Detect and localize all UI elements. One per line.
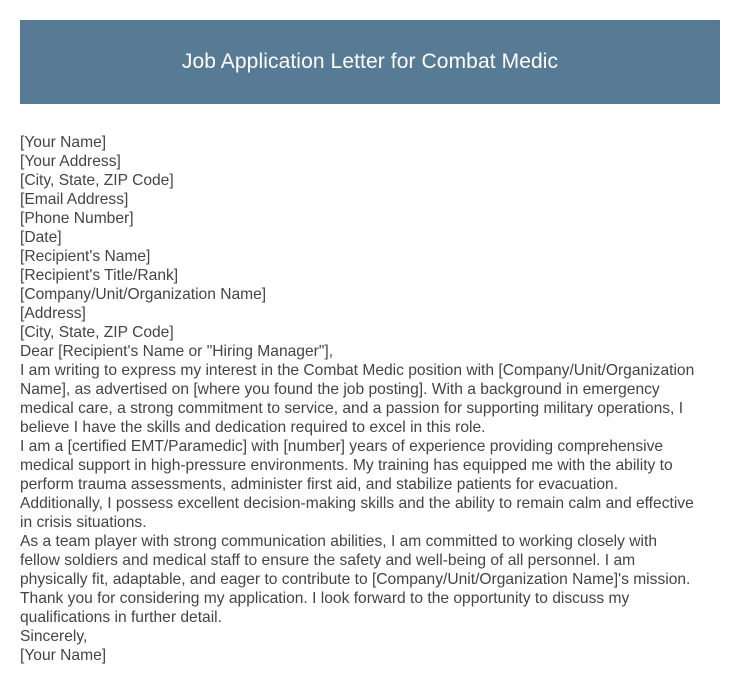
- paragraph-line: Additionally, I possess excellent decision-making skills and the ability to remain calm and effective: [20, 495, 694, 512]
- letter-date: [Date]: [20, 229, 62, 246]
- sender-name: [Your Name]: [20, 134, 107, 151]
- sender-city-state-zip: [City, State, ZIP Code]: [20, 172, 174, 189]
- paragraph-intro: [20, 361, 725, 437]
- salutation: Dear [Recipient's Name or "Hiring Manager"],: [20, 343, 334, 360]
- sender-address: [Your Address]: [20, 153, 121, 170]
- paragraph-line: medical care, a strong commitment to service, and a passion for supporting military operations, I: [20, 400, 684, 417]
- recipient-title-rank: [Recipient's Title/Rank]: [20, 267, 179, 284]
- paragraph-line: qualifications in further detail.: [20, 609, 222, 626]
- page-header: [20, 20, 720, 104]
- recipient-city-state-zip: [City, State, ZIP Code]: [20, 324, 174, 341]
- recipient-name: [Recipient's Name]: [20, 248, 151, 265]
- recipient-block: [20, 247, 725, 342]
- signature: [Your Name]: [20, 647, 107, 664]
- recipient-address: [Address]: [20, 305, 86, 322]
- page-title: Job Application Letter for Combat Medic: [181, 50, 559, 73]
- paragraph-line: perform trauma assessments, administer first aid, and stabilize patients for evacuation.: [20, 476, 619, 493]
- closing: Sincerely,: [20, 628, 88, 645]
- paragraph-line: in crisis situations.: [20, 514, 147, 531]
- sender-block: [20, 133, 725, 247]
- paragraph-line: I am writing to express my interest in the Combat Medic position with [Company/Unit/Organization: [20, 362, 695, 379]
- paragraph-teamwork: [20, 532, 725, 589]
- paragraph-line: physically fit, adaptable, and eager to contribute to [Company/Unit/Organization Name]'s mission.: [20, 571, 691, 588]
- paragraph-line: Thank you for considering my application. I look forward to the opportunity to discuss my: [20, 590, 630, 607]
- paragraph-experience: [20, 437, 725, 532]
- paragraph-line: believe I have the skills and dedication required to excel in this role.: [20, 419, 486, 436]
- paragraph-line: Name], as advertised on [where you found the job posting]. With a background in emergency: [20, 381, 660, 398]
- recipient-organization: [Company/Unit/Organization Name]: [20, 286, 267, 303]
- sender-phone: [Phone Number]: [20, 210, 134, 227]
- sender-email: [Email Address]: [20, 191, 129, 208]
- paragraph-line: I am a [certified EMT/Paramedic] with [number] years of experience providing comprehensive: [20, 438, 664, 455]
- paragraph-thanks: [20, 589, 725, 627]
- letter-body: [20, 133, 725, 665]
- paragraph-line: As a team player with strong communication abilities, I am committed to working closely with: [20, 533, 657, 550]
- paragraph-line: fellow soldiers and medical staff to ensure the safety and well-being of all personnel. I am: [20, 552, 636, 569]
- paragraph-line: medical support in high-pressure environments. My training has equipped me with the ability to: [20, 457, 673, 474]
